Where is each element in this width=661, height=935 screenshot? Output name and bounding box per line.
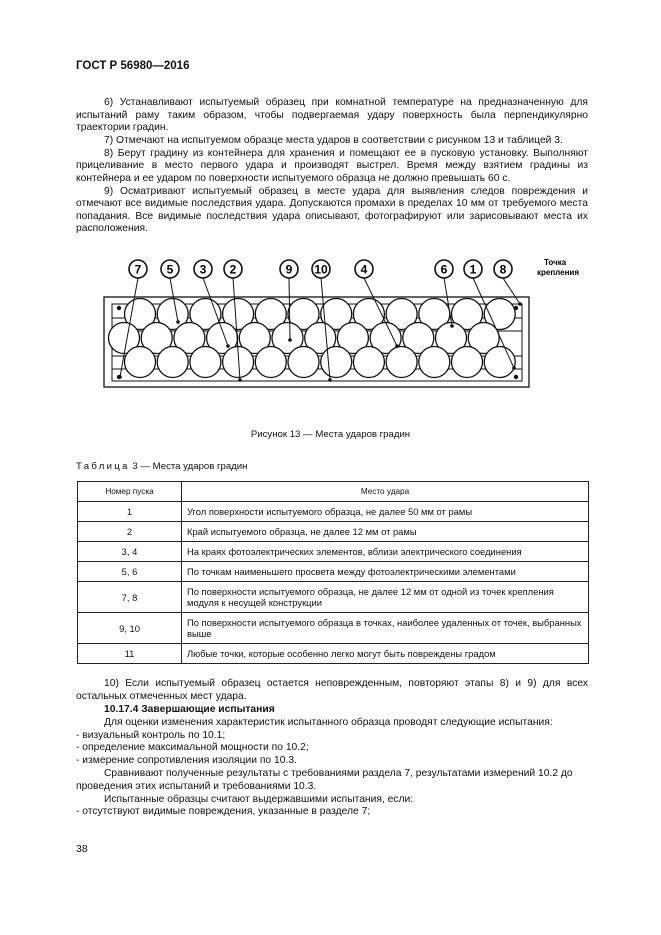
impact-point [118, 375, 122, 379]
solar-cell [484, 347, 515, 378]
solar-cell [125, 347, 156, 378]
page-number: 38 [76, 843, 88, 855]
solar-cell [386, 347, 417, 378]
callout-label: 6 [440, 262, 448, 277]
step-9-paragraph: 9) Осматривают испытуемый образец в месте удара для выявления следов повреждения и отмечают все видимые последствия удара. Допускаются промахи в пределах 10 мм от требуемого места попадания. Все видимые последствия удара описывают, фотографируют или зарисовывают места их расположения. [76, 185, 588, 235]
comparison-text: Сравнивают полученные результаты с требованиями раздела 7, результатами измерений 10.2 до [104, 767, 573, 779]
pass-criteria-text: Испытанные образцы считают выдержавшими испытания, если: [104, 793, 414, 805]
impact-point [238, 378, 242, 382]
impact-locations-table [77, 481, 589, 664]
solar-cell [288, 347, 319, 378]
step-6-paragraph: 6) Устанавливают испытуемый образец при комнатной температуре на предназначенную для испытаний раму таким образом, чтобы подвергаемая удару поверхность была перпендикулярно траектории градин. [76, 97, 588, 134]
callout-label: 8 [499, 262, 507, 277]
step-10-paragraph: 10) Если испытуемый образец остается неповрежденным, повторяют этапы 8) и 9) для всех остальных отмеченных мест удара. [76, 678, 588, 702]
table-row: 7, 8 По поверхности испытуемого образца, не далее 12 мм от одной из точек крепления модуля к несущей конструкции [78, 582, 589, 613]
callout-label: 5 [166, 262, 174, 277]
section-heading: 10.17.4 Завершающие испытания [104, 704, 275, 715]
list-item: - визуальный контроль по 10.1; [76, 729, 226, 741]
callout-label: 1 [469, 262, 477, 277]
figure-caption: Рисунок 13 — Места ударов градин [250, 429, 411, 440]
table-row: 3, 4 На краях фотоэлектрических элементов, вблизи электрического соединения [78, 542, 589, 562]
mounting-hole [514, 375, 518, 379]
column-header: Номер пуска [78, 482, 182, 502]
hail-impact-diagram [100, 258, 590, 408]
callout-label: 2 [229, 262, 237, 277]
solar-cell [157, 347, 188, 378]
callout-label: 3 [199, 262, 207, 277]
list-item: - измерение сопротивления изоляции по 10.3. [76, 755, 297, 767]
table-header-row [78, 482, 589, 502]
impact-point [226, 344, 230, 348]
callout-label: 9 [285, 262, 293, 277]
table-row: 5, 6 По точкам наименьшего просвета между фотоэлектрическими элементами [78, 562, 589, 582]
callout-label: 10 [314, 262, 328, 277]
impact-point [328, 378, 332, 382]
solar-cell [452, 347, 483, 378]
impact-point [450, 324, 454, 328]
callout-label: 4 [360, 262, 368, 277]
column-header: Место удара [182, 482, 589, 502]
impact-point [176, 320, 180, 324]
table-row: 9, 10 По поверхности испытуемого образца в точках, наиболее удаленных от точек, выбранных выше [78, 613, 589, 644]
solar-cell [321, 347, 352, 378]
impact-point [512, 366, 516, 370]
callout-label: 7 [134, 262, 142, 277]
table-title: Таблица 3 — Места ударов градин [76, 461, 248, 472]
section-intro: Для оценки изменения характеристик испытанного образца проводят следующие испытания: [104, 716, 553, 728]
comparison-text: проведения этих испытаний и требованиями 10.3. [76, 780, 317, 792]
document-header: ГОСТ Р 56980—2016 [76, 60, 190, 72]
solar-cell [190, 347, 221, 378]
table-row: 2 Край испытуемого образца, не далее 12 мм от рамы [78, 522, 589, 542]
step-7-paragraph: 7) Отмечают на испытуемом образце места ударов в соответствии с рисунком 13 и таблицей 3. [104, 135, 563, 146]
mounting-point-label: Точка [544, 258, 567, 267]
table-row: 1 Угол поверхности испытуемого образца, не далее 50 мм от рамы [78, 502, 589, 522]
step-8-paragraph: 8) Берут градину из контейнера для хранения и помещают ее в пусковую установку. Выполняют прицеливание в место первого удара и производят выстрел. Время между взятием градины из контейнера и ее ударом по поверхности испытуемого образца не должно превышать 60 с. [76, 147, 588, 184]
mounting-hole [117, 306, 121, 310]
list-item: - отсутствуют видимые повреждения, указанные в разделе 7; [76, 806, 371, 818]
solar-cell [419, 347, 450, 378]
final-tests-section [76, 704, 588, 819]
list-item: - определение максимальной мощности по 10.2; [76, 742, 309, 754]
impact-point [395, 344, 399, 348]
table-row: 11 Любые точки, которые особенно легко могут быть повреждены градом [78, 644, 589, 664]
solar-cell [255, 347, 286, 378]
impact-point [288, 338, 292, 342]
solar-cell [353, 347, 384, 378]
impact-point [518, 302, 522, 306]
mounting-point-label: крепления [537, 268, 580, 277]
mounting-hole [514, 306, 518, 310]
